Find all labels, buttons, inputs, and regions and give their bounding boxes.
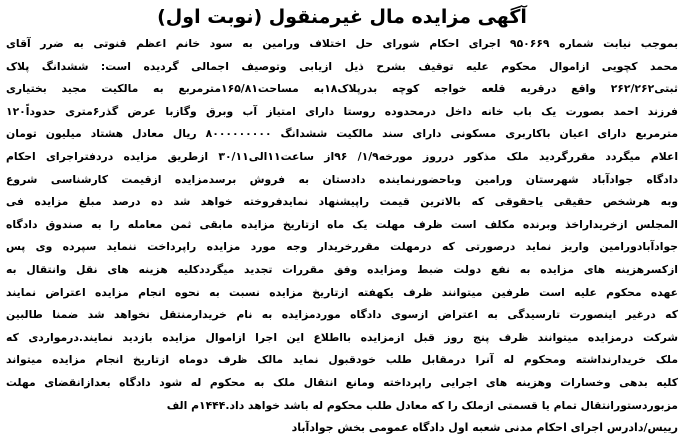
body-line: مزبوردستورانتقال تمام یا قسمتی ازملک را که معادل طلب محکوم له باشد خواهد داد.۱۴۴۴م الف xyxy=(166,398,678,412)
body-line: ثبتی۲۶۲/۲۶۲ واقع درقریه قلعه خواجه کوچه بدرپلاک۱۸به مساحت۱۶۵/۸۱مترمربع به مالکیت مجید بختیاری xyxy=(6,82,678,96)
body-line: جوادآبادورامین واریز نماید درصورتی که درمهلت مقررخریدار وجه مورد مزایده راپرداخت ننماید سپرده وی پس xyxy=(6,240,678,254)
body-line: دادگاه جوادآباد شهرستان ورامین وباحضورنماینده دادستان به فروش برسدمزایده ازقیمت کارشناسی شروع xyxy=(6,172,678,186)
body-line: مترمربع دارای اعیان باکاربری مسکونی دارای سند مالکیت ششدانگ ۸۰۰۰۰۰۰۰۰۰ ریال معادل هشتاد میلیون تومان xyxy=(6,127,678,141)
notice-body xyxy=(6,33,678,417)
body-line: ملک خریدارنداشته ومحکوم له آنرا درمقابل طلب خودقبول نماید مالک ظرف دوماه ازتاریخ انجام مزایده میتواند xyxy=(6,353,678,367)
body-line: اعلام میگردد مقررگردید ملک مذکور درروز مورخه۱/۹/ ۹۶از ساعت۱۱الی۳۰/۱۱ ازطریق مزایده دردفتراجرای احکام xyxy=(6,149,679,163)
body-line: بموجب نیابت شماره ۹۵۰۶۶۹ اجرای احکام شورای حل اختلاف ورامین به سود خانم اعظم قنوتی به ضرر آقای xyxy=(6,37,678,50)
body-line: فرزند احمد بصورت یک باب خانه داخل درمحدوده روستا دارای امتیاز آب وبرق وگازبا عرض گذر۶متری حدوداً۱۲۰ xyxy=(6,104,679,118)
body-line: المجلس ازخریداراخذ وبرنده مکلف است ظرف مهلت یک ماه ازتاریخ مزایده مابقی ثمن معامله را به صندوق دادگاه xyxy=(6,217,678,231)
body-line: که درغیر اینصورت تارسیدگی به اعتراض ازسوی دادگاه موردمزایده به نام خریدارمنتقل نخواهد شد ضمنا طالبین xyxy=(6,308,678,322)
body-line: عهده محکوم علیه است طرفین میتوانند ظرف یکهفته ازتاریخ مزایده نسبت به نحوه انجام مزایده اعتراض نمایند xyxy=(6,285,678,299)
body-line: محمد کچویی ازاموال محکوم علیه توقیف بشرح ذیل ازیابی وتوصیف اجمالی گردیده است: ششدانگ پلاک xyxy=(6,59,678,73)
body-line: وبه هرشخص حقیقی یاحقوقی که بالاترین قیمت راپیشنهاد نمایدفروخته خواهد شد ده درصد مبلغ مزایده فی xyxy=(6,195,678,209)
body-line: کلیه بدهی وخسارات وهزینه های اجرایی راپرداخته ومانع انتقال ملک به محکوم له شود دادگاه بعدازانقضای مهلت xyxy=(6,375,678,389)
body-line: شرکت درمزایده میتوانند ظرف پنج روز قبل ازمزایده بااطلاع این اجرا ازاموال مزایده بازدید نمایند.درمواردی که xyxy=(6,330,678,344)
signature-line: رییس/دادرس اجرای احکام مدنی شعبه اول دادگاه عمومی بخش جوادآباد xyxy=(291,421,678,435)
notice-title: آگهی مزایده مال غیرمنقول (نوبت اول) xyxy=(157,6,527,28)
body-line: ازکسرهزینه های مزایده به نفع دولت ضبط ومزایده وفق مقررات تجدید میگرددکلیه هزینه های نقل وانتقال به xyxy=(6,262,678,276)
title-row xyxy=(6,2,678,32)
